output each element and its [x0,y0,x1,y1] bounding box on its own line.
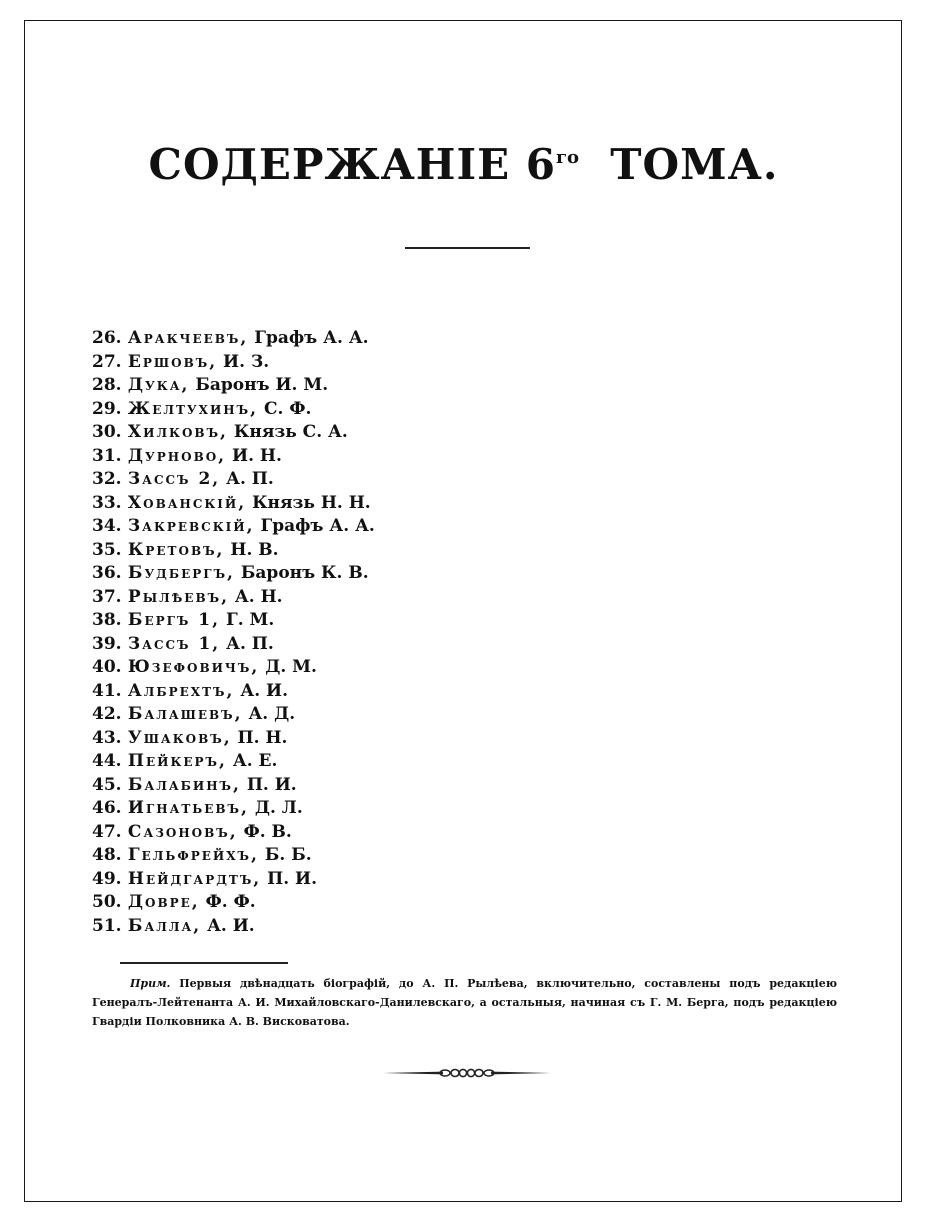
entry-surname: Балашевъ, [127,704,243,724]
entry-details: И. Н. [232,445,282,466]
entry-details: Графъ А. А. [254,328,369,348]
entry-details: С. Ф. [263,398,312,419]
contents-entry [92,633,375,657]
entry-number: 49. [92,868,122,889]
entry-surname: Будбергъ, [127,563,235,583]
contents-entry [92,492,375,516]
entry-surname: Зассъ 1, [127,633,221,654]
entry-details: А. Е. [232,751,278,771]
entry-number: 26. [92,328,122,348]
contents-entry [92,915,375,939]
entry-surname: Балабинъ, [127,774,241,795]
entry-details: Князь Н. Н. [252,492,371,513]
entry-surname: Ершовъ, [127,351,218,372]
entry-surname: Нейдгардтъ, [127,868,262,889]
entry-number: 37. [92,586,122,607]
entry-number: 45. [92,774,122,795]
entry-details: П. Н. [237,727,288,748]
entry-surname: Албрехтъ, [127,680,235,701]
entry-number: 33. [92,492,122,513]
contents-entry [92,656,375,680]
entry-surname: Хованскій, [127,492,247,513]
entry-surname: Игнатьевъ, [127,798,249,818]
entry-details: Ф. В. [243,821,292,842]
entry-details: А. Д. [248,704,296,724]
title-main: СОДЕРЖАНІЕ 6 [148,140,556,189]
entry-number: 38. [92,610,122,630]
entry-number: 40. [92,657,122,677]
entry-surname: Дурново, [127,445,227,466]
entry-surname: Желтухинъ, [127,398,259,419]
entry-details: А. Н. [234,586,283,607]
entry-number: 35. [92,539,122,560]
entry-surname: Кретовъ, [127,539,225,560]
contents-entry [92,797,375,821]
entry-details: А. П. [226,469,274,489]
entry-surname: Гельфрейхъ, [127,845,259,865]
contents-entry [92,586,375,610]
entry-details: П. И. [246,774,297,795]
entry-number: 36. [92,563,122,583]
contents-entry [92,539,375,563]
entry-details: Баронъ И. М. [195,375,329,395]
contents-entry [92,844,375,868]
contents-entry [92,515,375,539]
entry-details: Г. М. [225,610,275,630]
contents-entry [92,891,375,915]
contents-entry [92,703,375,727]
entry-details: Баронъ К. В. [240,563,369,583]
page-title [0,140,927,189]
footnote [92,974,837,1031]
entry-number: 29. [92,398,122,419]
entry-details: А. И. [240,680,289,701]
entry-number: 48. [92,845,122,865]
entry-surname: Пейкеръ, [127,751,227,771]
contents-entry [92,421,375,445]
entry-number: 43. [92,727,122,748]
entry-surname: Аракчеевъ, [127,328,249,348]
entry-number: 30. [92,422,122,442]
entry-number: 34. [92,516,122,536]
contents-entry [92,374,375,398]
contents-entry [92,398,375,422]
entry-details: Б. Б. [264,845,312,865]
footnote-divider [120,962,288,964]
title-divider [405,247,530,249]
entry-details: А. И. [207,915,255,936]
entry-number: 46. [92,798,122,818]
title-superscript: го [555,147,580,168]
contents-entry [92,468,375,492]
contents-entry [92,562,375,586]
contents-entry [92,609,375,633]
entry-number: 28. [92,375,122,395]
entry-surname: Бергъ 1, [127,610,221,630]
contents-entry [92,351,375,375]
contents-entry [92,327,375,351]
title-tail: ТОМА. [610,140,779,189]
entry-number: 51. [92,915,122,936]
ornament-divider-icon [383,1063,551,1083]
entry-details: И. З. [223,351,270,372]
contents-entry [92,445,375,469]
entry-surname: Юзефовичъ, [127,657,260,677]
entry-number: 41. [92,680,122,701]
entry-number: 50. [92,892,122,912]
entry-surname: Рылѣевъ, [127,586,229,607]
contents-entry [92,774,375,798]
entry-surname: Балла, [127,915,202,936]
entry-number: 42. [92,704,122,724]
entry-number: 27. [92,351,122,372]
entry-surname: Зассъ 2, [127,469,221,489]
footnote-label: Прим. [130,977,171,990]
contents-list [92,327,375,938]
entry-details: Ф. Ф. [205,892,256,912]
entry-number: 47. [92,821,122,842]
entry-details: Князь С. А. [233,422,348,442]
entry-surname: Закревскій, [127,516,255,536]
entry-surname: Хилковъ, [127,422,228,442]
entry-details: А. П. [226,633,274,654]
entry-details: Д. Л. [254,798,303,818]
contents-entry [92,868,375,892]
entry-number: 39. [92,633,122,654]
entry-number: 31. [92,445,122,466]
entry-surname: Довре, [127,892,200,912]
entry-details: Д. М. [265,657,317,677]
contents-entry [92,821,375,845]
entry-details: Графъ А. А. [260,516,375,536]
entry-surname: Сазоновъ, [127,821,238,842]
entry-surname: Ушаковъ, [127,727,232,748]
contents-entry [92,680,375,704]
contents-entry [92,727,375,751]
entry-surname: Дука, [127,375,190,395]
entry-details: П. И. [267,868,318,889]
entry-details: Н. В. [230,539,279,560]
entry-number: 44. [92,751,122,771]
footnote-text: Первыя двѣнадцать біографій, до А. П. Рылѣева, включительно, составлены подъ редакціею Генералъ-Лейтенанта А. И. Михайловскаго-Данилевскаго, а остальныя, начиная съ Г. М. Берга, подъ редакціею Гвардіи Полковника А. В. Висковатова. [92,977,837,1028]
entry-number: 32. [92,469,122,489]
contents-entry [92,750,375,774]
